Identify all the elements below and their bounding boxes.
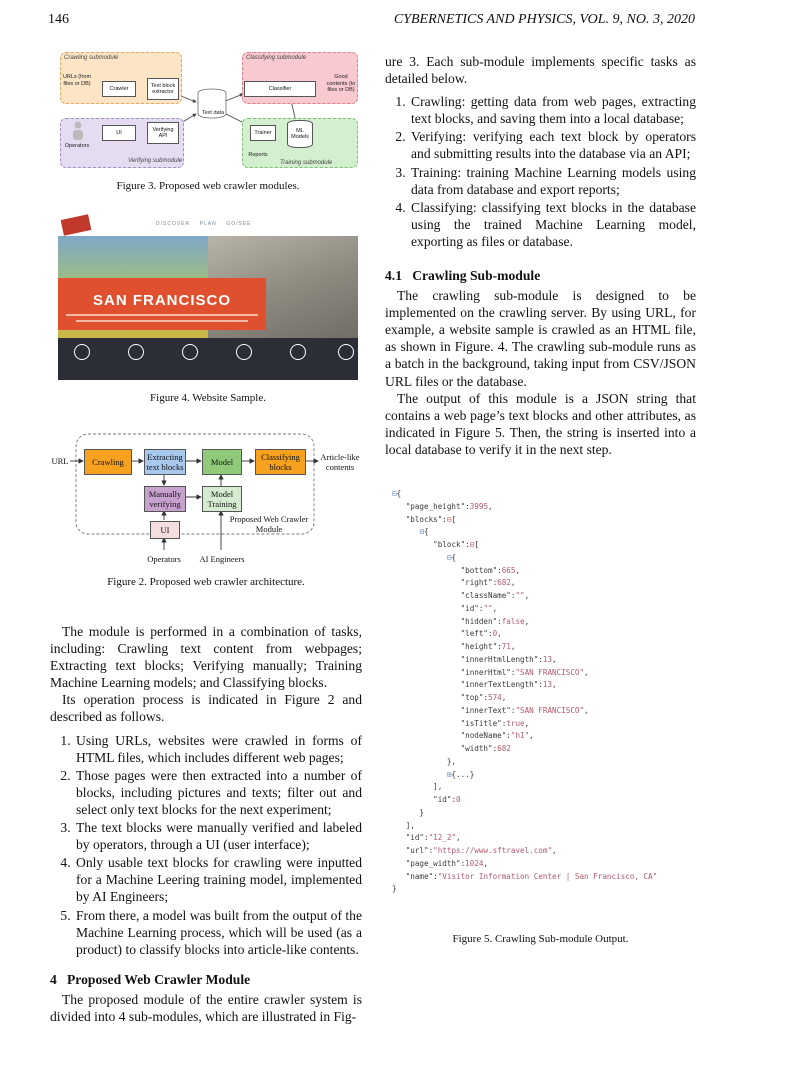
process-list xyxy=(50,732,362,958)
crawling-submodule-label: Crawling submodule xyxy=(64,55,119,61)
section-title: Proposed Web Crawler Module xyxy=(67,971,251,987)
paragraph: ure 3. Each sub-module implements specific tasks as detailed below. xyxy=(385,54,696,87)
list-item: 2. Verifying: verifying each text block by operators and submitting results into the database via an API; xyxy=(409,128,696,162)
nav-item-discover: DISCOVER xyxy=(156,221,191,227)
banner-text-line xyxy=(76,320,248,322)
paragraph: Its operation process is indicated in Figure 2 and described as follows. xyxy=(50,692,362,725)
text-block-extractor-node: Text block extractor xyxy=(147,78,179,100)
operators-label: Operators xyxy=(147,554,181,564)
list-item: 1. Using URLs, websites were crawled in forms of HTML files, which includes different web pages; xyxy=(74,732,362,766)
subsection-title: Crawling Sub-module xyxy=(412,268,541,284)
paragraph: The output of this module is a JSON string that contains a web page’s text blocks and other attributes, as indicated in Figure 5. Then, the string is inserted into a local database to verify it in the next step. xyxy=(385,390,696,457)
submodule-list xyxy=(385,93,696,250)
ui-node: UI xyxy=(102,125,136,141)
journal-header: CYBERNETICS AND PHYSICS, VOL. 9, NO. 3, 2020 xyxy=(393,12,695,27)
figure-3 xyxy=(58,50,358,172)
left-column-text xyxy=(50,623,362,1025)
list-item: 3. The text blocks were manually verified and labeled by operators, through a UI (user interface); xyxy=(74,819,362,853)
model-node: Model xyxy=(202,449,242,475)
classifying-submodule-label: Classifying submodule xyxy=(246,55,307,61)
banner-text-line xyxy=(66,314,258,316)
list-item: 2. Those pages were then extracted into a number of blocks, including pictures and texts; filter out and select only text blocks for the next experiment; xyxy=(74,767,362,818)
paragraph: The proposed module of the entire crawler system is divided into 4 sub-modules, which are illustrated in Fig- xyxy=(50,991,362,1024)
list-item: 3. Training: training Machine Learning models using data from database and export reports; xyxy=(409,164,696,198)
section-number: 4 xyxy=(50,971,57,987)
ui-node: UI xyxy=(150,521,180,539)
hero-banner xyxy=(58,278,266,330)
list-item: 4. Classifying: classifying text blocks in the database using the trained Machine Learning model, exporting as files or database. xyxy=(409,199,696,250)
operators-icon xyxy=(70,120,86,142)
paragraph: The module is performed in a combination of tasks, including: Crawling text content from webpages; Extracting text blocks; Verifying manually; Training Machine Learning models; and Classifying blocks. xyxy=(50,624,362,691)
page-number: 146 xyxy=(48,12,69,27)
list-item: 1. Crawling: getting data from web pages, extracting text blocks, and saving them into a local database; xyxy=(409,93,696,127)
text-data-label: Text data xyxy=(201,110,225,116)
good-contents-label: Good contents (to files or DB) xyxy=(326,74,356,93)
operators-label: Operators xyxy=(64,143,90,149)
strip-icon xyxy=(338,344,354,360)
extracting-text-blocks-node: Extracting text blocks xyxy=(144,449,186,475)
strip-icon xyxy=(290,344,306,360)
crawling-node: Crawling xyxy=(84,449,132,475)
list-item: 5. From there, a model was built from the output of the Machine Learning process, which will be used (as a product) to classify blocks into article-like contents. xyxy=(74,907,362,958)
list-item: 4. Only usable text blocks for crawling were inputted for a Machine Leering training model, implemented by AI Engineers; xyxy=(74,854,362,905)
site-logo xyxy=(61,214,92,235)
article-like-contents-label: Article-like contents xyxy=(320,452,360,472)
figure-3-caption: Figure 3. Proposed web crawler modules. xyxy=(116,180,300,192)
verifying-submodule-label: Verifying submodule xyxy=(128,158,183,164)
subsection-heading xyxy=(385,268,696,284)
figure-2-caption: Figure 2. Proposed web crawler architecture. xyxy=(107,576,305,588)
classifier-node: Classifier xyxy=(244,81,316,97)
trainer-node: Trainer xyxy=(250,125,276,141)
strip-icon xyxy=(236,344,252,360)
right-column-text xyxy=(385,53,696,458)
paragraph: The crawling sub-module is designed to be implemented on the crawling server. By using URL, for example, a website sample is crawled as an HTML file, as shown in Figure. 4. The crawling sub-module runs as a batch in the background, taking input from CSV/JSON URL files or the database. xyxy=(385,288,696,389)
reports-label: Reports xyxy=(248,152,268,158)
figure-2 xyxy=(50,430,362,568)
strip-icon xyxy=(74,344,90,360)
model-training-node: Model Training xyxy=(202,486,242,512)
website-icon-strip xyxy=(58,338,358,380)
manually-verifying-node: Manually verifying xyxy=(144,486,186,512)
nav-item-gosee: GO/SEE xyxy=(226,221,252,227)
section-heading xyxy=(50,972,362,988)
ml-models-node: ML Models xyxy=(287,120,313,148)
nav-item-plan: PLAN xyxy=(199,221,217,227)
training-submodule-label: Training submodule xyxy=(280,160,333,166)
strip-icon xyxy=(128,344,144,360)
strip-icon xyxy=(182,344,198,360)
figure-5-json-output: ⊟{ "page_height":3995, "blocks":⊟[ ⊟{ "block":⊟[ ⊟{ "bottom":665, "right":682, "className":"", "id":"", "hidden":false, "left":0, "height":71, "innerHtmlLength":13, "innerHtml":"SAN FRANCISCO", "innerTextLength":13, "top":574, "innerText":"SAN FRANCISCO", "isTitle":true, "nodeName":"h1", "width":682 }, ⊞{...} ], "id":0 } ], "id":"12_2", "url":"https://www.sftravel.com", "page_width":1024, "name":"Visitor Information Center | San Francisco, CA" } xyxy=(392,489,658,894)
urls-label: URLs (from files or DB) xyxy=(62,74,92,87)
url-label: URL xyxy=(51,456,69,466)
figure-4-website-sample xyxy=(58,214,358,380)
verifying-api-node: Verifying API xyxy=(147,122,179,144)
figure-4-caption: Figure 4. Website Sample. xyxy=(150,392,266,404)
ai-engineers-label: AI Engineers xyxy=(199,554,245,564)
classifying-blocks-node: Classifying blocks xyxy=(255,449,306,475)
website-navbar xyxy=(58,214,358,236)
city-name: SAN FRANCISCO xyxy=(92,292,231,309)
crawler-node: Crawler xyxy=(102,81,136,97)
proposed-module-label: Proposed Web Crawler Module xyxy=(229,514,309,534)
subsection-number: 4.1 xyxy=(385,268,402,284)
figure-5-caption: Figure 5. Crawling Sub-module Output. xyxy=(452,933,629,945)
